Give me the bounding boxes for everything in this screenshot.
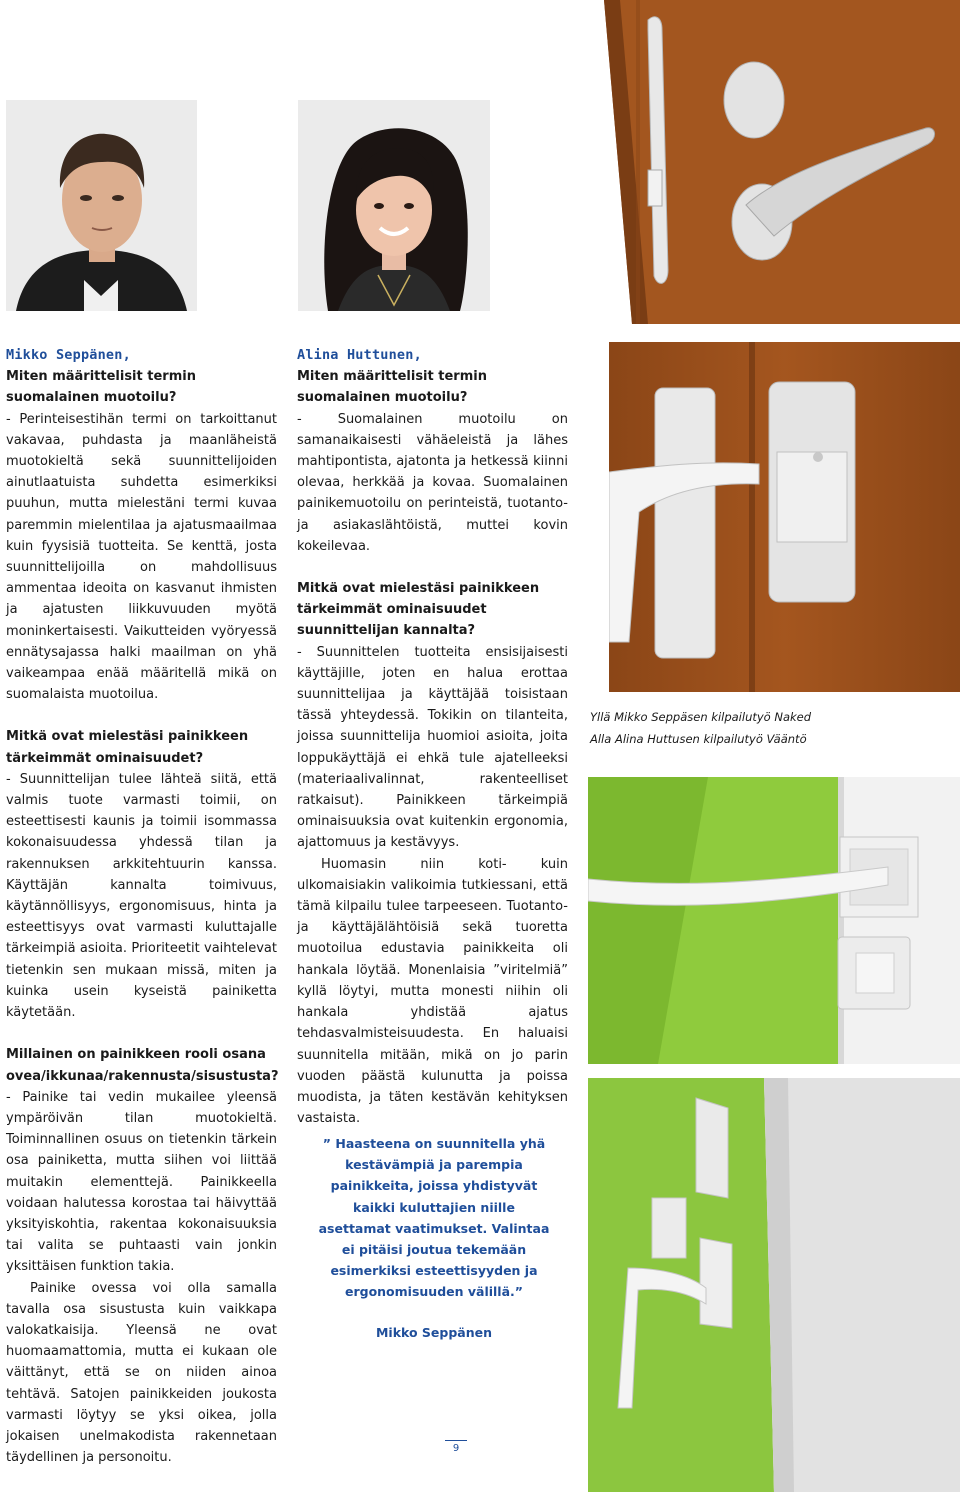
author-name-mikko: Mikko Seppänen, xyxy=(6,347,131,363)
page-number: 9 xyxy=(452,1443,460,1454)
answer-1-middle: - Suomalainen muotoilu on samanaikaisesti vähäeleistä ja lähes mahtipontista, ajatonta ja hetkessä kiinni olevaa, herkkää ja kovaa. Suomalainen painikemuotoilu on perinteistä, tuotanto- ja asiakaslähtöistä, muttei kovin kokeilevaa. xyxy=(297,411,568,554)
portrait-mikko xyxy=(6,100,197,311)
question-2-middle: Mitkä ovat mielestäsi painikkeen tärkeimmät ominaisuudet suunnittelijan kannalta? xyxy=(297,581,540,639)
photo-handle-naked-closeup xyxy=(609,342,960,692)
photo-handle-vaanto-angle xyxy=(588,1078,960,1492)
question-1-left: Miten määrittelisit termin suomalainen muotoilu? xyxy=(6,369,196,406)
left-column xyxy=(6,345,277,1468)
pull-quote-author: Mikko Seppänen xyxy=(375,1325,493,1340)
photo-handle-vaanto xyxy=(588,777,960,1064)
answer-2-middle: - Suunnittelen tuotteita ensisijaisesti käyttäjille, joten en halua erottaa suunnittelijaa ja käyttäjää toisistaan tässä yhteydessä. Tokikin on tilanteita, joissa suunnittelija huomioi asioita, joita loppukäyttäjä ei ehkä tule ajatelleeksi (materiaalivalinnat, rakenteelliset ratkaisut). Painikkeen tärkeimpiä ominaisuuksia ovat kuitenkin ergonomia, ajattomuus ja kestävyys. xyxy=(297,644,568,851)
photo-handle-naked xyxy=(596,0,960,324)
answer-1-left: - Perinteisestihän termi on tarkoittanut vakavaa, puhdasta ja maanläheistä muotokieltä sekä suunnittelijoiden ainutlaatuista suhdetta esimerkiksi puuhun, mutta mielestäni termi kuvaa paremmin mielentilaa ja ajatusmaailmaa kuin fyysisiä tuotteita. Se kenttä, josta suunnittelijoilla on mahdollisuus ammentaa ideoita on kasvanut ihmisten ja ajatusten liikkuvuuden myötä moninkertaisesti. Vaikutteiden vyöryessä ennätysajassa halki maailman on yhä vaikeampaa enää määritellä mikä on suomalaista muotoilua. xyxy=(6,411,277,703)
answer-2b-middle: Huomasin niin koti- kuin ulkomaisiakin valikoimia tutkiessani, että tämä kilpailu tulee tarpeeseen. Tuotanto- ja käyttäjälähtöisiä sekä tuoretta muotoilua edustavia painikkeita oli hankala löytää. Monenlaisia ”viritelmiä” kyllä löytyi, mutta monesti niihin oli hankala yhdistää ajatus tehdasvalmisteisuudesta. En haluaisi suunnitella mitään, mikä on jo parin vuoden päästä kulunutta ja poissa muodista, ja täten kestävän kehityksen vastaista. xyxy=(297,856,568,1127)
page-number-rule xyxy=(445,1440,467,1441)
caption-line-1: Yllä Mikko Seppäsen kilpailutyö Naked xyxy=(590,710,812,724)
author-name-alina: Alina Huttunen, xyxy=(297,347,422,363)
pull-quote: ” Haasteena on suunnitella yhä kestävämpiä ja parempia painikkeita, joissa yhdistyvät kaikki kuluttajien niille asettamat vaatimukset. Valintaa ei pitäisi joutua tekemään esimerkiksi esteettisyyden ja ergonomisuuden välillä.” xyxy=(318,1136,550,1300)
caption-line-2: Alla Alina Huttusen kilpailutyö Vääntö xyxy=(590,731,807,746)
question-2-left: Mitkä ovat mielestäsi painikkeen tärkeimmät ominaisuudet? xyxy=(6,729,249,766)
answer-3-left: - Painike tai vedin mukailee yleensä ympäröivän tilan muotokieltä. Toiminnallinen osuus on tietenkin tärkein osa painiketta, mutta siihen voi liittää muitakin elementtejä. Painikkeella voidaan halutessa korostaa tai häivyttää yksityiskohtia, rakentaa kokonaisuuksia tai valita se puhtaasti vain jonkin yksittäisen funktion takia. xyxy=(6,1089,277,1275)
middle-column xyxy=(297,345,568,1129)
answer-2-left: - Suunnittelijan tulee lähteä siitä, että valmis tuote varmasti toimii, on esteettisesti kaunis ja toimii isommassa kokonaisuudessa yhdessä tilan ja rakennuksen arkkitehtuurin kanssa. Käyttäjän kannalta toimivuus, käytännöllisyys, ergonomisuus, hinta ja esteettisyys ovat varmasti kuluttajalle tärkeimpiä asioita. Prioriteetit vaihtelevat tietenkin sen mukaan missä, miten ja kuinka usein kyseistä painiketta käytetään. xyxy=(6,771,277,1021)
question-3-left: Millainen on painikkeen rooli osana ovea/ikkunaa/rakennusta/sisustusta? xyxy=(6,1047,279,1084)
answer-3b-left: Painike ovessa voi olla samalla tavalla osa sisustusta kuin vaikkapa valokatkaisija. Yleensä ne ovat huomaamattomia, mutta ei kukaan ole väittänyt, että se on niiden ainoa tehtävä. Satojen painikkeiden joukosta varmasti löytyy se yksi oikea, jolla jokaisen unelmakodista rakennetaan täydellinen ja personoitu. xyxy=(6,1280,277,1466)
portrait-alina xyxy=(298,100,490,311)
question-1-middle: Miten määrittelisit termin suomalainen muotoilu? xyxy=(297,369,487,406)
